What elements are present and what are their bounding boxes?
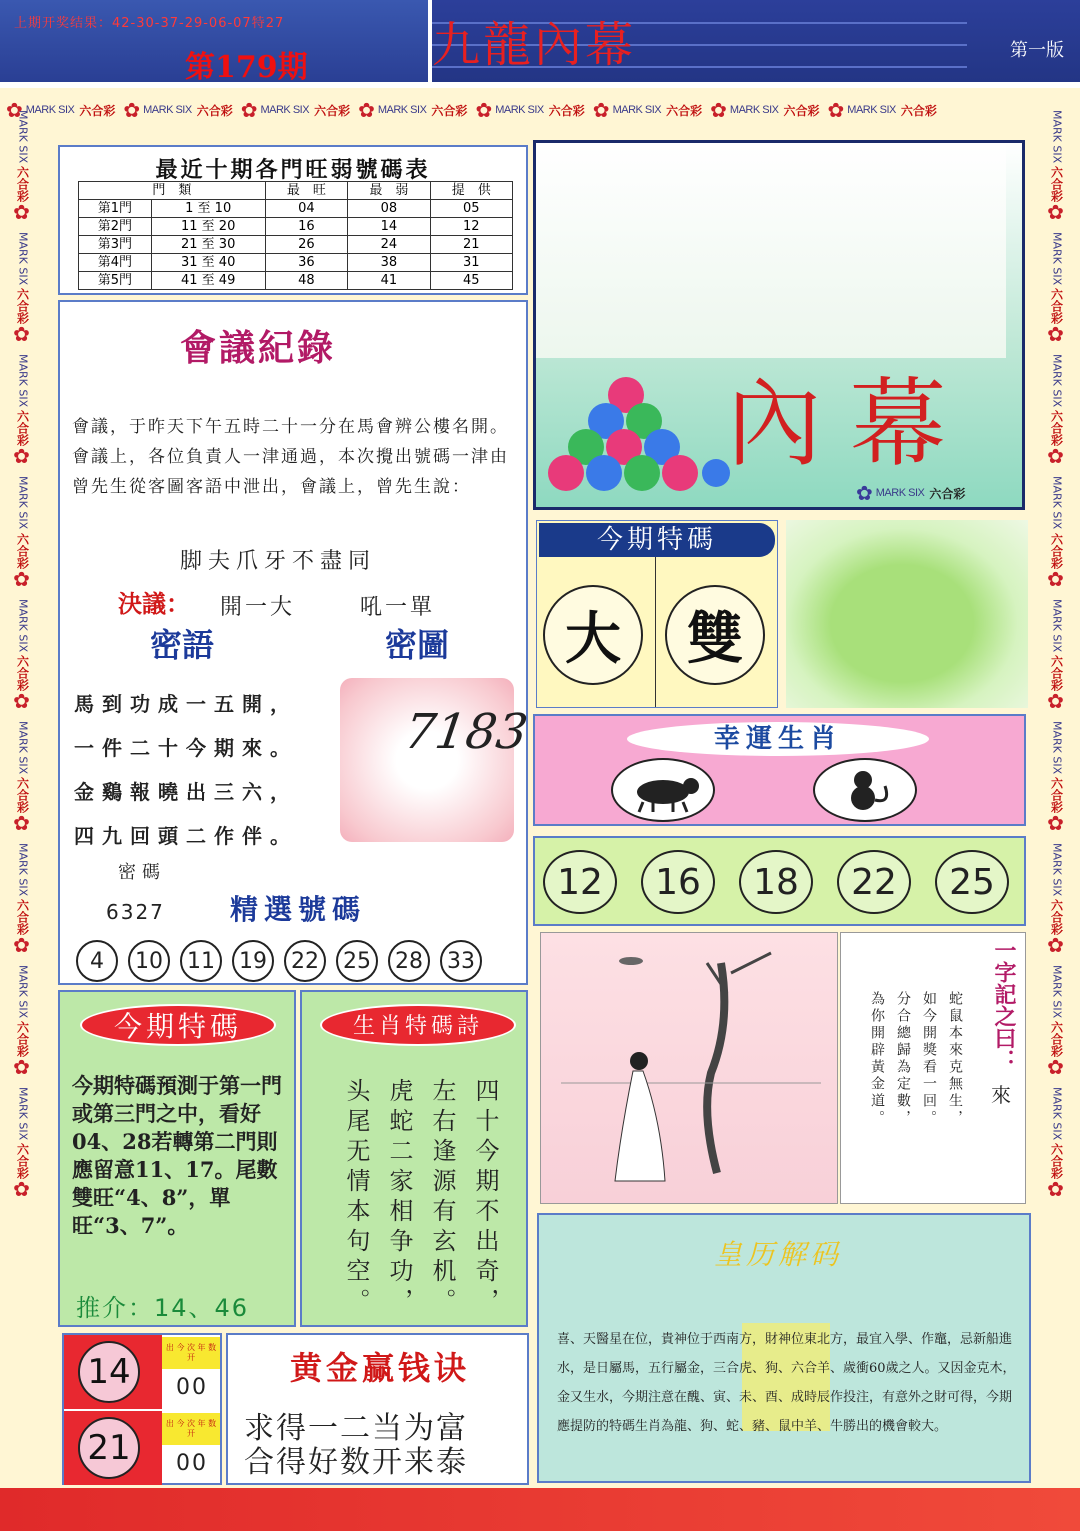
saying-text bbox=[867, 991, 965, 1127]
flower-icon: ✿ bbox=[13, 1055, 30, 1080]
table-cell: 04 bbox=[265, 200, 347, 218]
lucky-zodiac-panel bbox=[533, 714, 1026, 826]
big-numbers-row bbox=[543, 850, 1009, 914]
border-unit bbox=[13, 110, 33, 225]
period-label: 出 今 次 年 数 开 bbox=[162, 1413, 220, 1445]
flower-icon: ✿ bbox=[13, 444, 30, 469]
brand-text: MARK SIX bbox=[16, 232, 30, 286]
pick-number: 4 bbox=[76, 940, 118, 982]
pick-number: 10 bbox=[128, 940, 170, 982]
brand-text: MARK SIX bbox=[1050, 354, 1064, 408]
poem2-line: 左右逢源有玄机。 bbox=[428, 1078, 456, 1318]
flower-icon: ✿ bbox=[1047, 566, 1064, 591]
table-cell: 45 bbox=[430, 272, 512, 290]
zodiac-poem-panel bbox=[300, 990, 528, 1327]
saying-line: 為你開辟黃金道。 bbox=[869, 991, 885, 1127]
saying-line: 如今開獎看一回。 bbox=[921, 991, 937, 1127]
table-cell: 05 bbox=[430, 200, 512, 218]
gold-title: 黄金赢钱诀 bbox=[290, 1349, 471, 1387]
lhc-text: 六合彩 bbox=[196, 103, 233, 118]
border-unit bbox=[1047, 232, 1067, 347]
poem2-line: 四十今期不出奇， bbox=[471, 1078, 499, 1318]
special-prediction-panel bbox=[58, 990, 296, 1327]
table-cell: 16 bbox=[265, 218, 347, 236]
handwritten-number: 7183 bbox=[401, 704, 532, 760]
bottom-value: 00 bbox=[176, 1451, 208, 1476]
border-unit bbox=[1047, 110, 1067, 225]
brand-text: MARK SIX bbox=[16, 1087, 30, 1141]
table-cell: 41 bbox=[348, 272, 430, 290]
calendar-panel bbox=[537, 1213, 1031, 1483]
lhc-text: 六合彩 bbox=[900, 103, 937, 118]
page-title: 九龍內幕 bbox=[432, 17, 637, 73]
lhc-text: 六合彩 bbox=[1049, 288, 1064, 325]
brand-text: MARK SIX bbox=[612, 104, 662, 116]
left-border bbox=[6, 110, 40, 1209]
lhc-text: 六合彩 bbox=[15, 288, 30, 325]
table-header: 提 供 bbox=[430, 182, 512, 200]
poem-line: 金鷄報曉出三六， bbox=[74, 780, 298, 804]
table-cell: 21 bbox=[430, 236, 512, 254]
table-row bbox=[79, 200, 513, 218]
border-unit bbox=[13, 843, 33, 955]
pick-number: 11 bbox=[180, 940, 222, 982]
table-cell: 11 至 20 bbox=[151, 218, 265, 236]
brand-text: MARK SIX bbox=[1050, 110, 1064, 164]
issue-number: 第179期 bbox=[185, 50, 308, 85]
table-cell: 12 bbox=[430, 218, 512, 236]
number-pair-panel bbox=[62, 1333, 222, 1485]
brand-text: MARK SIX bbox=[16, 964, 30, 1019]
flower-icon: ✿ bbox=[13, 566, 30, 591]
table-cell: 1 至 10 bbox=[151, 200, 265, 218]
secret-code-label: 密碼 bbox=[118, 862, 166, 883]
border-unit bbox=[13, 354, 33, 469]
top-border bbox=[6, 100, 945, 120]
brand-text: MARK SIX bbox=[729, 104, 779, 116]
page-header bbox=[0, 0, 1080, 88]
pick-number: 28 bbox=[388, 940, 430, 982]
table-cell: 第4門 bbox=[79, 254, 152, 272]
meeting-title: 會議紀錄 bbox=[180, 327, 337, 369]
table-title: 最近十期各門旺弱號碼表 bbox=[155, 157, 431, 183]
poem-line: 一件二十今期來。 bbox=[74, 736, 298, 760]
top-number: 14 bbox=[78, 1341, 140, 1403]
lhc-text: 六合彩 bbox=[1049, 1021, 1064, 1058]
border-unit bbox=[13, 964, 33, 1080]
green-blur-image bbox=[786, 520, 1028, 708]
flower-icon: ✿ bbox=[13, 688, 30, 713]
table-cell: 38 bbox=[348, 254, 430, 272]
table-cell: 31 至 40 bbox=[151, 254, 265, 272]
miyu-label: 密語 bbox=[150, 626, 215, 664]
meeting-text: 會議，于昨天下午五時二十一分在馬會辨公樓名開。會議上，各位負責人一津通過，本次攪出號碼一津由曾先生從客圖客語中泄出，會議上，曾先生說： bbox=[72, 417, 509, 497]
border-unit bbox=[13, 1087, 33, 1202]
saying-line: 分合總歸為定數， bbox=[895, 991, 911, 1127]
brand-text: MARK SIX bbox=[847, 104, 896, 116]
meeting-panel bbox=[58, 300, 532, 985]
lucky-title: 幸運生肖 bbox=[627, 722, 929, 756]
poem2-line: 虎蛇二家相争功， bbox=[385, 1078, 413, 1318]
table-cell: 26 bbox=[265, 236, 347, 254]
table-cell: 31 bbox=[430, 254, 512, 272]
lhc-text: 六合彩 bbox=[431, 103, 468, 118]
flower-icon: ✿ bbox=[1047, 322, 1064, 347]
gold-line: 求得一二当为富 bbox=[244, 1411, 468, 1446]
brand-text: MARK SIX bbox=[16, 842, 30, 896]
decision-two: 吼一單 bbox=[360, 595, 436, 620]
border-unit bbox=[828, 100, 937, 120]
table-row bbox=[79, 272, 513, 290]
logo-big-title: 內幕 bbox=[726, 368, 974, 480]
saying-line: 蛇鼠本來克無生， bbox=[947, 991, 963, 1127]
header-right bbox=[432, 0, 1080, 82]
pick-number: 22 bbox=[284, 940, 326, 982]
table-row bbox=[79, 236, 513, 254]
border-unit bbox=[1047, 354, 1067, 469]
decision-label: 決議： bbox=[118, 589, 190, 618]
saying-heading: 一字記之曰： bbox=[991, 939, 1016, 1071]
table-cell: 41 至 49 bbox=[151, 272, 265, 290]
gold-formula-panel bbox=[226, 1333, 529, 1485]
lhc-text: 六合彩 bbox=[929, 486, 966, 501]
divider bbox=[655, 557, 656, 707]
border-unit bbox=[358, 100, 467, 120]
flower-icon: ✿ bbox=[1047, 810, 1064, 835]
lhc-text: 六合彩 bbox=[1049, 532, 1064, 569]
border-unit bbox=[593, 100, 702, 120]
lhc-text: 六合彩 bbox=[15, 654, 30, 691]
monkey-icon bbox=[813, 758, 917, 822]
special-even: 雙 bbox=[665, 585, 765, 685]
saying-answer: 來 bbox=[991, 1083, 1011, 1107]
lhc-text: 六合彩 bbox=[1049, 654, 1064, 691]
right-border bbox=[1040, 110, 1074, 1209]
pick-number: 25 bbox=[336, 940, 378, 982]
table-cell: 36 bbox=[265, 254, 347, 272]
flower-icon: ✿ bbox=[1047, 444, 1064, 469]
table-header-row bbox=[79, 182, 513, 200]
brand-text: MARK SIX bbox=[143, 104, 192, 116]
special-title: 今期特碼 bbox=[539, 523, 775, 557]
border-unit bbox=[123, 100, 232, 120]
decision-one: 開一大 bbox=[220, 595, 296, 620]
secret-image-box bbox=[340, 678, 532, 842]
flower-icon: ✿ bbox=[240, 98, 258, 122]
lhc-text: 六合彩 bbox=[1049, 1143, 1064, 1180]
border-unit bbox=[13, 232, 33, 347]
table-cell: 14 bbox=[348, 218, 430, 236]
special2-recommend: 推介：14、46 bbox=[76, 1294, 250, 1322]
flower-icon: ✿ bbox=[13, 810, 30, 835]
bottom-number: 21 bbox=[78, 1417, 140, 1479]
brand-text: MARK SIX bbox=[1050, 232, 1064, 286]
poem2-title: 生肖特碼詩 bbox=[320, 1004, 516, 1046]
header-left bbox=[0, 0, 428, 85]
flower-icon: ✿ bbox=[1047, 1055, 1064, 1080]
table-cell: 第1門 bbox=[79, 200, 152, 218]
logo-brand bbox=[856, 483, 965, 503]
table-header: 最 旺 bbox=[265, 182, 347, 200]
table-cell: 48 bbox=[265, 272, 347, 290]
lhc-text: 六合彩 bbox=[15, 1021, 30, 1058]
lhc-text: 六合彩 bbox=[15, 532, 30, 569]
flower-icon: ✿ bbox=[1047, 1177, 1064, 1202]
border-unit bbox=[1047, 1087, 1067, 1202]
poem-line: 四九回頭二作伴。 bbox=[74, 824, 298, 848]
table-row bbox=[79, 218, 513, 236]
special-big: 大 bbox=[543, 585, 643, 685]
big-number: 18 bbox=[739, 850, 813, 914]
table-header: 最 弱 bbox=[348, 182, 430, 200]
lhc-text: 六合彩 bbox=[783, 103, 820, 118]
table-cell: 21 至 30 bbox=[151, 236, 265, 254]
lhc-text: 六合彩 bbox=[15, 166, 30, 203]
lhc-text: 六合彩 bbox=[15, 410, 30, 447]
edition-label: 第一版 bbox=[1010, 40, 1064, 61]
lhc-text: 六合彩 bbox=[15, 776, 30, 813]
flower-icon: ✿ bbox=[827, 98, 845, 122]
calendar-title: 皇历解码 bbox=[714, 1238, 843, 1271]
brand-text: MARK SIX bbox=[260, 104, 310, 116]
flower-icon: ✿ bbox=[13, 932, 30, 957]
big-number: 16 bbox=[641, 850, 715, 914]
door-table-panel bbox=[58, 145, 528, 295]
poem2-columns bbox=[338, 1078, 503, 1318]
pick-number: 33 bbox=[440, 940, 482, 982]
flower-icon: ✿ bbox=[1047, 200, 1064, 225]
lhc-text: 六合彩 bbox=[666, 103, 703, 118]
woman-tree-illustration bbox=[541, 933, 837, 1203]
flower-icon: ✿ bbox=[13, 1177, 30, 1202]
brand-text: MARK SIX bbox=[16, 720, 30, 774]
brand-text: MARK SIX bbox=[875, 487, 925, 499]
period-label: 出 今 次 年 数 开 bbox=[162, 1337, 220, 1369]
lhc-text: 六合彩 bbox=[79, 103, 116, 118]
border-unit bbox=[13, 721, 33, 833]
ox-drawing bbox=[613, 760, 713, 820]
brand-text: MARK SIX bbox=[16, 354, 30, 408]
flower-icon: ✿ bbox=[592, 98, 610, 122]
brand-text: MARK SIX bbox=[1050, 842, 1064, 896]
lhc-text: 六合彩 bbox=[314, 103, 351, 118]
special2-title: 今期特碼 bbox=[80, 1004, 276, 1046]
picks-title: 精選號碼 bbox=[230, 893, 367, 926]
border-unit bbox=[13, 476, 33, 591]
bottom-band bbox=[0, 1488, 1080, 1531]
brand-text: MARK SIX bbox=[377, 104, 427, 116]
brand-text: MARK SIX bbox=[1050, 476, 1064, 530]
picks-row bbox=[76, 940, 482, 982]
table-row bbox=[79, 254, 513, 272]
brand-text: MARK SIX bbox=[16, 110, 30, 164]
lhc-text: 六合彩 bbox=[1049, 410, 1064, 447]
big-numbers-panel bbox=[533, 836, 1026, 926]
lhc-text: 六合彩 bbox=[15, 898, 30, 935]
flower-icon: ✿ bbox=[1047, 932, 1064, 957]
mitu-label: 密圖 bbox=[385, 626, 450, 664]
brand-text: MARK SIX bbox=[1050, 964, 1064, 1019]
border-unit bbox=[710, 100, 819, 120]
big-number: 12 bbox=[543, 850, 617, 914]
pick-number: 19 bbox=[232, 940, 274, 982]
border-unit bbox=[13, 599, 33, 711]
big-number: 25 bbox=[935, 850, 1009, 914]
lhc-text: 六合彩 bbox=[1049, 166, 1064, 203]
flower-icon: ✿ bbox=[1047, 688, 1064, 713]
border-unit bbox=[1047, 721, 1067, 833]
gold-line: 合得好数开来泰 bbox=[244, 1445, 468, 1480]
lottery-balls-image bbox=[546, 363, 731, 503]
flower-icon: ✿ bbox=[358, 98, 375, 122]
monkey-drawing bbox=[815, 760, 915, 820]
border-unit bbox=[1047, 599, 1067, 711]
ball-pyramid bbox=[548, 377, 730, 491]
blurred-area bbox=[536, 143, 1006, 358]
border-unit bbox=[1047, 843, 1067, 955]
table-header: 門 類 bbox=[79, 182, 266, 200]
flower-icon: ✿ bbox=[6, 98, 23, 122]
lhc-text: 六合彩 bbox=[15, 1143, 30, 1180]
flower-icon: ✿ bbox=[475, 98, 493, 122]
logo-panel bbox=[533, 140, 1025, 510]
saying-panel bbox=[840, 932, 1026, 1204]
brand-text: MARK SIX bbox=[1050, 598, 1064, 652]
border-unit bbox=[1047, 476, 1067, 591]
border-unit bbox=[1047, 964, 1067, 1080]
poem2-line: 头尾无情本句空。 bbox=[342, 1078, 370, 1318]
brand-text: MARK SIX bbox=[1050, 720, 1064, 774]
brand-text: MARK SIX bbox=[495, 104, 544, 116]
calendar-text: 喜、天醫星在位，貴神位于西南方，財神位東北方，最宜入學、作竈，忌新船進水，是日屬馬，五行屬金，三合虎、狗、六合羊、歲衝60歲之人。又因金克木，金又生水，今期注意在醜、寅、未、酉、成時辰作投注，有意外之財可得，今期應提防的特碼生肖為龍、狗、蛇、豬、鼠中羊、牛勝出的機會較大。 bbox=[557, 1332, 1016, 1434]
table-cell: 08 bbox=[348, 200, 430, 218]
lhc-text: 六合彩 bbox=[548, 103, 585, 118]
border-unit bbox=[241, 100, 350, 120]
poem-line: 馬到功成一五開， bbox=[74, 692, 298, 716]
table-cell: 24 bbox=[348, 236, 430, 254]
riddle-text: 脚夫爪牙不盡同 bbox=[180, 549, 377, 574]
top-value: 00 bbox=[176, 1375, 208, 1400]
special2-text: 今期特碼預測于第一門或第三門之中，看好04、28若轉第二門則應留意11、17。尾數雙旺“4、8”，單旺“3、7”。 bbox=[72, 1073, 282, 1238]
table-cell: 第2門 bbox=[79, 218, 152, 236]
table-cell: 第5門 bbox=[79, 272, 152, 290]
flower-icon: ✿ bbox=[13, 200, 30, 225]
flower-icon: ✿ bbox=[13, 322, 30, 347]
illustration-panel bbox=[540, 932, 838, 1204]
brand-text: MARK SIX bbox=[16, 598, 30, 652]
brand-text: MARK SIX bbox=[16, 476, 30, 530]
brand-text: MARK SIX bbox=[25, 104, 75, 116]
flower-icon: ✿ bbox=[856, 481, 873, 505]
door-table bbox=[78, 181, 513, 290]
ox-icon bbox=[611, 758, 715, 822]
lhc-text: 六合彩 bbox=[1049, 898, 1064, 935]
secret-code-value: 6327 bbox=[106, 900, 165, 924]
table-cell: 第3門 bbox=[79, 236, 152, 254]
flower-icon: ✿ bbox=[710, 98, 727, 122]
big-number: 22 bbox=[837, 850, 911, 914]
brand-text: MARK SIX bbox=[1050, 1087, 1064, 1141]
previous-result: 上期开奖结果：42-30-37-29-06-07特27 bbox=[14, 16, 285, 31]
flower-icon: ✿ bbox=[123, 98, 141, 122]
lhc-text: 六合彩 bbox=[1049, 776, 1064, 813]
special-code-panel bbox=[536, 520, 778, 708]
border-unit bbox=[475, 100, 584, 120]
